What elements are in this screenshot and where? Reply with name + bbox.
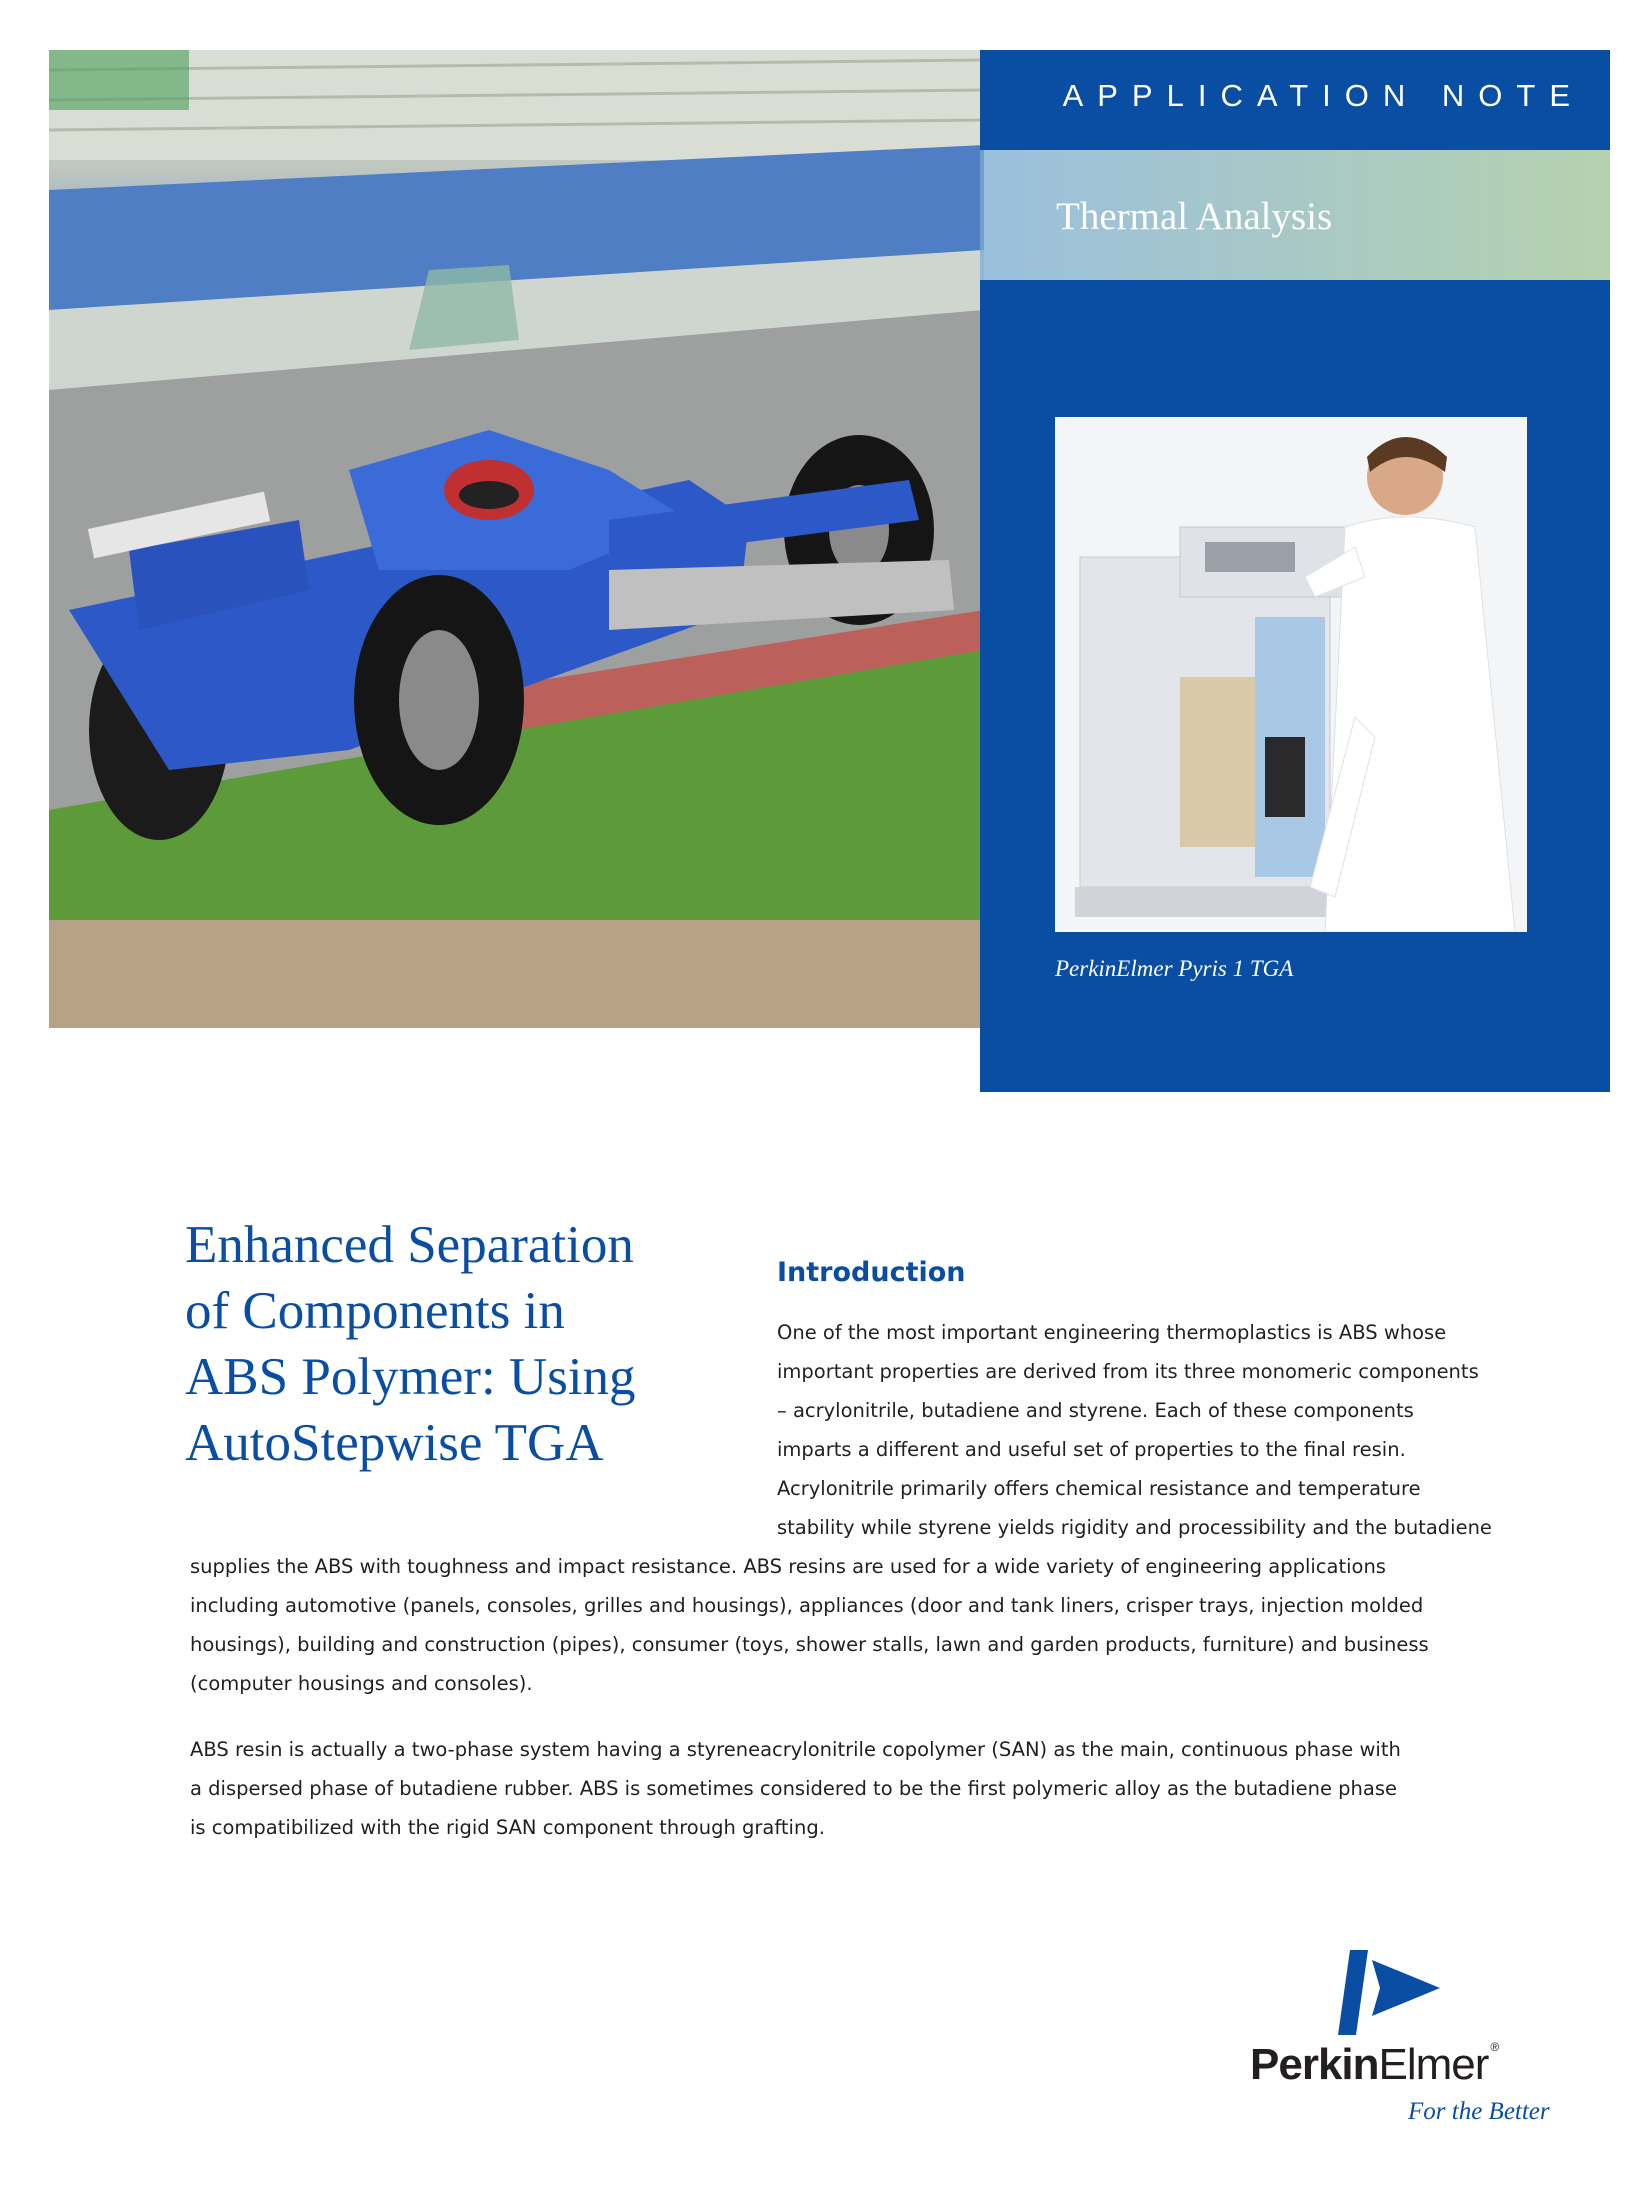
product-panel	[980, 280, 1610, 1092]
category-strip	[980, 150, 1610, 280]
logo-word-bold: Perkin	[1250, 2040, 1379, 2089]
text-line: stability while styrene yields rigidity and processibility and the butadiene	[777, 1516, 1492, 1539]
title-line: Enhanced Separation	[185, 1216, 634, 1274]
section-heading-introduction: Introduction	[777, 1257, 966, 1288]
text-line: ABS resin is actually a two-phase system having a styreneacrylonitrile copolymer (SAN) as the main, continuous phase with	[190, 1738, 1401, 1761]
intro-paragraph-column	[777, 1313, 1497, 1547]
text-line: housings), building and construction (pipes), consumer (toys, shower stalls, lawn and garden products, furniture) and business	[190, 1633, 1429, 1656]
application-note-band	[980, 50, 1610, 150]
text-line: including automotive (panels, consoles, grilles and housings), appliances (door and tank liners, crisper trays, injection molded	[190, 1594, 1424, 1617]
text-line: Acrylonitrile primarily offers chemical resistance and temperature	[777, 1477, 1421, 1500]
text-line: important properties are derived from its three monomeric components	[777, 1360, 1479, 1383]
logo-tagline: For the Better	[1408, 2098, 1550, 2125]
logo-wordmark	[1250, 2040, 1498, 2090]
registered-mark: ®	[1490, 2040, 1499, 2054]
hero-race-car-photo	[49, 50, 984, 1028]
product-caption: PerkinElmer Pyris 1 TGA	[1055, 956, 1294, 981]
text-line: supplies the ABS with toughness and impact resistance. ABS resins are used for a wide variety of engineering applications	[190, 1555, 1386, 1578]
document-title	[185, 1212, 745, 1476]
race-car-illustration	[49, 50, 984, 1028]
text-line: is compatibilized with the rigid SAN component through grafting.	[190, 1816, 825, 1839]
tga-instrument-illustration	[1055, 417, 1527, 932]
perkinelmer-logo	[1250, 1950, 1570, 2130]
text-line: (computer housings and consoles).	[190, 1672, 533, 1695]
body-paragraph-two	[190, 1730, 1500, 1847]
application-note-label: APPLICATION NOTE	[1062, 78, 1584, 113]
text-line: – acrylonitrile, butadiene and styrene. Each of these components	[777, 1399, 1414, 1422]
text-line: imparts a different and useful set of properties to the final resin.	[777, 1438, 1406, 1461]
perkinelmer-p-logo-icon	[1310, 1950, 1470, 2035]
category-label: Thermal Analysis	[1056, 195, 1333, 238]
title-line: ABS Polymer: Using	[185, 1348, 636, 1406]
text-line: a dispersed phase of butadiene rubber. ABS is sometimes considered to be the first polymeric alloy as the butadiene phase	[190, 1777, 1397, 1800]
text-line: One of the most important engineering thermoplastics is ABS whose	[777, 1321, 1447, 1344]
title-line: AutoStepwise TGA	[185, 1414, 604, 1472]
logo-word-light: Elmer	[1378, 2040, 1489, 2089]
title-line: of Components in	[185, 1282, 565, 1340]
intro-paragraph-continued	[190, 1547, 1500, 1703]
product-photo-tga-instrument	[1055, 417, 1527, 932]
